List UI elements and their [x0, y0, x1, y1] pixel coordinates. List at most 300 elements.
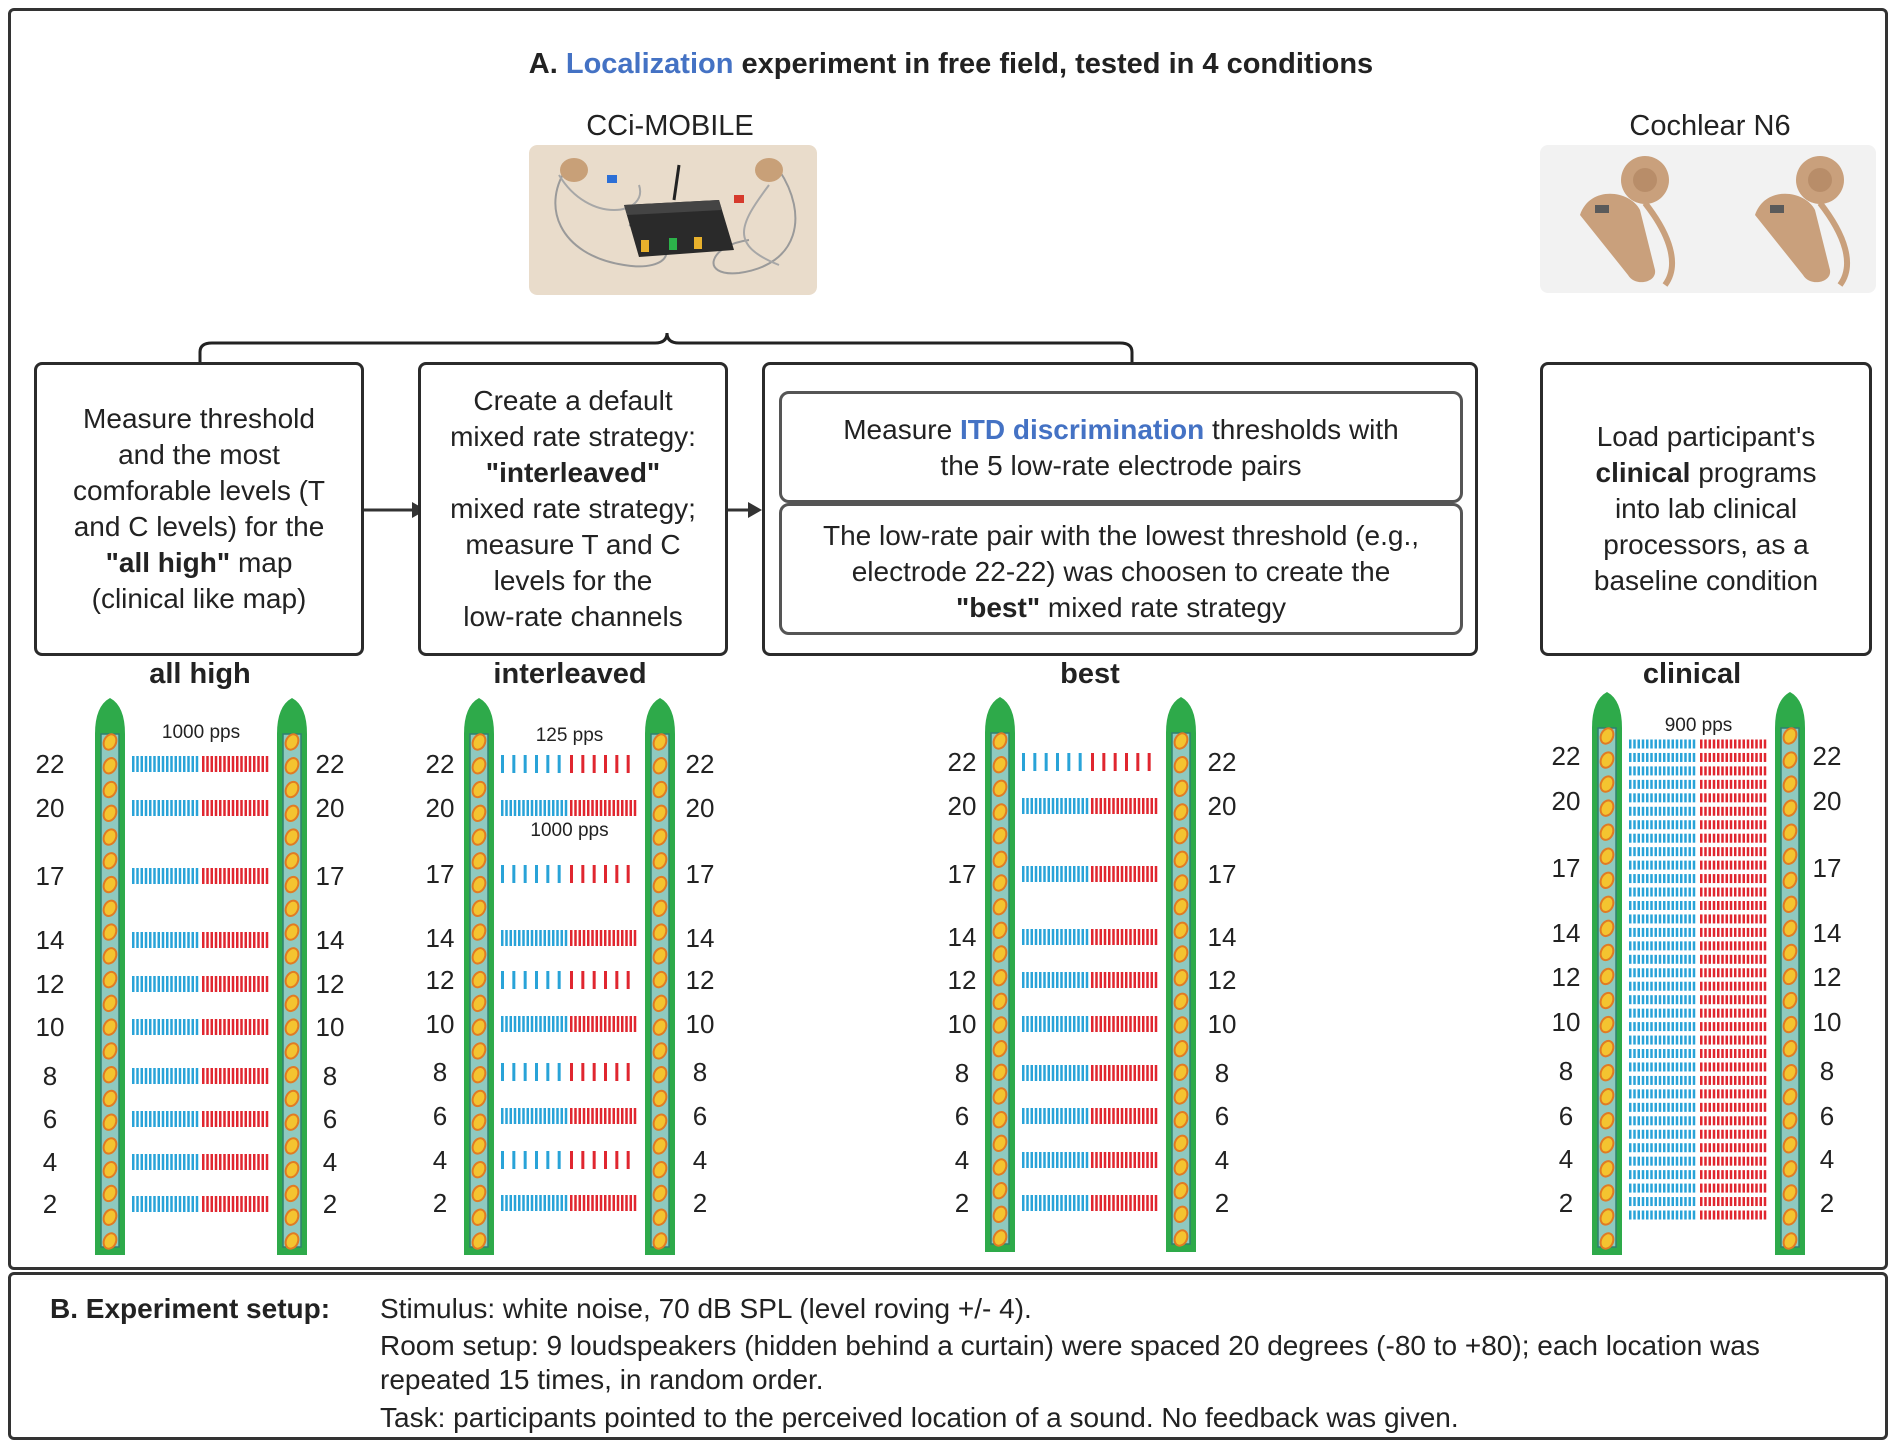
clinical-pulse-blue — [1676, 1211, 1679, 1220]
clinical-pulse-blue — [1676, 807, 1679, 816]
clinical-pulse-blue — [1638, 1036, 1641, 1045]
interleaved-pulse-red — [581, 865, 584, 883]
best-pulse-red — [1151, 929, 1154, 945]
clinical-pulse-red — [1738, 928, 1741, 937]
best-pulse-red — [1142, 929, 1145, 945]
clinical-electrode-label-left: 17 — [1551, 853, 1581, 883]
best-pulse-blue — [1039, 866, 1042, 882]
clinical-pulse-blue — [1633, 1009, 1636, 1018]
clinical-pulse-blue — [1633, 874, 1636, 883]
clinical-pulse-red — [1700, 874, 1703, 883]
best-pulse-blue — [1082, 972, 1085, 988]
all-high-pulse-blue — [162, 868, 165, 884]
clinical-pulse-blue — [1633, 888, 1636, 897]
clinical-pulse-blue — [1655, 766, 1658, 775]
clinical-pulse-blue — [1693, 968, 1696, 977]
interleaved-pulse-red — [627, 971, 630, 989]
best-pulse-blue — [1082, 1016, 1085, 1032]
clinical-pulse-blue — [1659, 1184, 1662, 1193]
clinical-pulse-red — [1726, 1089, 1729, 1098]
clinical-pulse-blue — [1672, 914, 1675, 923]
clinical-pulse-red — [1764, 1076, 1767, 1085]
clinical-pulse-red — [1751, 820, 1754, 829]
clinical-pulse-blue — [1663, 941, 1666, 950]
clinical-pulse-blue — [1629, 1009, 1632, 1018]
clinical-pulse-blue — [1659, 1157, 1662, 1166]
interleaved-pulse-red — [579, 930, 582, 946]
all-high-pulse-blue — [162, 932, 165, 948]
best-pulse-blue — [1077, 1195, 1080, 1211]
all-high-electrode-label-left: 14 — [35, 925, 65, 955]
clinical-pulse-blue — [1629, 874, 1632, 883]
interleaved-pulse-red — [570, 755, 573, 773]
all-high-pulse-red — [266, 932, 269, 948]
clinical-pulse-red — [1721, 1116, 1724, 1125]
clinical-pulse-blue — [1667, 766, 1670, 775]
clinical-electrode-label-right: 20 — [1812, 786, 1842, 816]
clinical-pulse-blue — [1680, 914, 1683, 923]
clinical-pulse-blue — [1642, 901, 1645, 910]
clinical-pulse-red — [1755, 901, 1758, 910]
clinical-pulse-red — [1717, 1103, 1720, 1112]
all-high-pulse-blue — [158, 976, 161, 992]
clinical-pulse-red — [1700, 995, 1703, 1004]
best-pulse-red — [1129, 1108, 1132, 1124]
best-pulse-red — [1151, 972, 1154, 988]
clinical-pulse-blue — [1629, 1076, 1632, 1085]
clinical-pulse-blue — [1629, 1022, 1632, 1031]
clinical-pulse-red — [1717, 834, 1720, 843]
best-pulse-red — [1095, 866, 1098, 882]
best-pulse-blue — [1060, 1065, 1063, 1081]
all-high-pulse-blue — [132, 800, 135, 816]
clinical-pulse-blue — [1689, 874, 1692, 883]
all-high-pulse-red — [211, 1019, 214, 1035]
all-high-pulse-red — [253, 1068, 256, 1084]
all-high-pulse-red — [236, 1019, 239, 1035]
clinical-pulse-blue — [1659, 1076, 1662, 1085]
clinical-pulse-red — [1747, 753, 1750, 762]
condition-label-best: best — [1060, 658, 1120, 690]
clinical-pulse-red — [1738, 780, 1741, 789]
clinical-pulse-red — [1717, 982, 1720, 991]
interleaved-pulse-blue — [556, 1016, 559, 1032]
interleaved-pulse-blue — [544, 930, 547, 946]
best-pulse-red — [1138, 798, 1141, 814]
all-high-pulse-red — [236, 1068, 239, 1084]
clinical-pulse-red — [1717, 740, 1720, 749]
interleaved-electrode-label-left: 8 — [432, 1057, 448, 1087]
clinical-pulse-red — [1755, 1089, 1758, 1098]
clinical-pulse-blue — [1693, 1184, 1696, 1193]
best-pulse-blue — [1035, 1152, 1038, 1168]
interleaved-pulse-red — [608, 800, 611, 816]
interleaved-pulse-blue — [565, 930, 568, 946]
best-pulse-blue — [1039, 972, 1042, 988]
all-high-pulse-red — [266, 1196, 269, 1212]
best-pulse-red — [1129, 866, 1132, 882]
clinical-pulse-red — [1734, 807, 1737, 816]
clinical-pulse-blue — [1689, 1170, 1692, 1179]
all-high-pulse-blue — [183, 1154, 186, 1170]
clinical-pulse-blue — [1642, 1022, 1645, 1031]
clinical-pulse-red — [1713, 955, 1716, 964]
interleaved-pulse-blue — [546, 1063, 549, 1081]
all-high-electrode-label-left: 17 — [35, 861, 65, 891]
interleaved-pulse-red — [634, 930, 637, 946]
clinical-pulse-red — [1721, 1103, 1724, 1112]
all-high-pulse-red — [262, 800, 265, 816]
clinical-pulse-red — [1751, 1036, 1754, 1045]
clinical-pulse-blue — [1655, 753, 1658, 762]
clinical-pulse-blue — [1655, 995, 1658, 1004]
best-electrode-label-left: 10 — [947, 1009, 977, 1039]
clinical-pulse-red — [1704, 834, 1707, 843]
best-pulse-red — [1095, 972, 1098, 988]
clinical-pulse-red — [1743, 1103, 1746, 1112]
clinical-pulse-red — [1738, 1049, 1741, 1058]
clinical-pulse-red — [1755, 861, 1758, 870]
clinical-pulse-red — [1734, 1062, 1737, 1071]
all-high-pulse-red — [228, 1111, 231, 1127]
clinical-pulse-red — [1713, 968, 1716, 977]
best-pulse-blue — [1052, 1016, 1055, 1032]
clinical-pulse-blue — [1655, 901, 1658, 910]
all-high-pulse-blue — [158, 756, 161, 772]
clinical-pulse-blue — [1676, 1009, 1679, 1018]
best-electrode-label-left: 20 — [947, 791, 977, 821]
clinical-pulse-blue — [1638, 1022, 1641, 1031]
clinical-pulse-blue — [1629, 766, 1632, 775]
clinical-pulse-red — [1721, 1211, 1724, 1220]
best-electrode-label-left: 2 — [954, 1188, 970, 1218]
all-high-pulse-blue — [162, 1196, 165, 1212]
clinical-pulse-red — [1721, 1036, 1724, 1045]
best-pulse-blue — [1052, 1195, 1055, 1211]
clinical-pulse-blue — [1672, 1022, 1675, 1031]
all-high-pulse-red — [223, 756, 226, 772]
clinical-pulse-red — [1726, 1022, 1729, 1031]
clinical-pulse-blue — [1684, 888, 1687, 897]
clinical-pulse-red — [1730, 1170, 1733, 1179]
clinical-pulse-red — [1755, 766, 1758, 775]
clinical-pulse-blue — [1672, 888, 1675, 897]
clinical-pulse-blue — [1684, 1049, 1687, 1058]
clinical-pulse-red — [1743, 874, 1746, 883]
all-high-pulse-red — [219, 1111, 222, 1127]
clinical-pulse-blue — [1676, 1022, 1679, 1031]
clinical-pulse-red — [1738, 847, 1741, 856]
clinical-pulse-red — [1709, 874, 1712, 883]
clinical-pulse-red — [1755, 820, 1758, 829]
clinical-pulse-red — [1721, 995, 1724, 1004]
clinical-pulse-red — [1730, 820, 1733, 829]
clinical-pulse-red — [1751, 1089, 1754, 1098]
clinical-pulse-blue — [1684, 901, 1687, 910]
clinical-pulse-red — [1709, 793, 1712, 802]
clinical-pulse-blue — [1689, 793, 1692, 802]
interleaved-pulse-blue — [501, 971, 504, 989]
clinical-pulse-red — [1743, 901, 1746, 910]
clinical-pulse-red — [1709, 1211, 1712, 1220]
all-high-pulse-blue — [196, 976, 199, 992]
clinical-pulse-blue — [1663, 740, 1666, 749]
clinical-pulse-red — [1747, 888, 1750, 897]
interleaved-pulse-blue — [565, 1108, 568, 1124]
best-pulse-blue — [1065, 972, 1068, 988]
clinical-pulse-blue — [1655, 1009, 1658, 1018]
clinical-pulse-blue — [1672, 1076, 1675, 1085]
clinical-pulse-blue — [1684, 1170, 1687, 1179]
all-high-pulse-red — [211, 932, 214, 948]
clinical-pulse-red — [1760, 1022, 1763, 1031]
all-high-pulse-blue — [132, 932, 135, 948]
interleaved-pulse-red — [600, 1195, 603, 1211]
all-high-pulse-red — [236, 800, 239, 816]
clinical-pulse-red — [1721, 1062, 1724, 1071]
interleaved-pulse-blue — [552, 930, 555, 946]
best-pulse-blue — [1043, 1065, 1046, 1081]
clinical-pulse-red — [1751, 914, 1754, 923]
interleaved-pulse-blue — [544, 800, 547, 816]
clinical-pulse-red — [1700, 1211, 1703, 1220]
clinical-pulse-blue — [1642, 1170, 1645, 1179]
clinical-pulse-blue — [1672, 1049, 1675, 1058]
all-high-pulse-blue — [192, 1154, 195, 1170]
best-pulse-blue — [1086, 929, 1089, 945]
clinical-pulse-red — [1717, 766, 1720, 775]
best-pulse-blue — [1035, 1195, 1038, 1211]
clinical-pulse-red — [1713, 766, 1716, 775]
all-high-electrode-label-left: 20 — [35, 793, 65, 823]
clinical-pulse-red — [1730, 847, 1733, 856]
clinical-pulse-blue — [1680, 1076, 1683, 1085]
clinical-pulse-red — [1764, 1036, 1767, 1045]
best-pulse-blue — [1077, 1065, 1080, 1081]
clinical-electrode-label-left: 10 — [1551, 1007, 1581, 1037]
all-high-pulse-blue — [158, 1019, 161, 1035]
step4-line4: processors, as a — [1603, 529, 1809, 560]
clinical-pulse-blue — [1672, 1143, 1675, 1152]
clinical-pulse-red — [1730, 914, 1733, 923]
all-high-pulse-blue — [132, 1111, 135, 1127]
clinical-pulse-blue — [1680, 1103, 1683, 1112]
interleaved-pulse-blue — [539, 930, 542, 946]
clinical-pulse-blue — [1629, 847, 1632, 856]
all-high-pulse-red — [253, 756, 256, 772]
clinical-pulse-blue — [1642, 1062, 1645, 1071]
clinical-pulse-blue — [1646, 847, 1649, 856]
clinical-pulse-blue — [1693, 901, 1696, 910]
clinical-pulse-blue — [1680, 1089, 1683, 1098]
interleaved-pulse-blue — [501, 1195, 504, 1211]
clinical-pulse-blue — [1672, 982, 1675, 991]
interleaved-pulse-blue — [527, 930, 530, 946]
all-high-pulse-red — [202, 1019, 205, 1035]
clinical-pulse-blue — [1676, 1036, 1679, 1045]
best-pulse-blue — [1067, 753, 1070, 771]
clinical-pulse-blue — [1676, 793, 1679, 802]
interleaved-pulse-blue — [539, 1016, 542, 1032]
all-high-pulse-red — [253, 1196, 256, 1212]
clinical-pulse-blue — [1693, 1130, 1696, 1139]
clinical-pulse-blue — [1689, 834, 1692, 843]
clinical-pulse-blue — [1629, 1197, 1632, 1206]
clinical-pulse-red — [1760, 780, 1763, 789]
step4-line3: into lab clinical — [1614, 493, 1798, 524]
clinical-pulse-red — [1717, 753, 1720, 762]
clinical-pulse-blue — [1650, 901, 1653, 910]
all-high-pulse-blue — [158, 800, 161, 816]
all-high-pulse-blue — [141, 1068, 144, 1084]
clinical-pulse-red — [1755, 874, 1758, 883]
all-high-pulse-blue — [196, 1019, 199, 1035]
clinical-pulse-red — [1709, 780, 1712, 789]
clinical-pulse-red — [1713, 1116, 1716, 1125]
clinical-pulse-red — [1760, 766, 1763, 775]
clinical-pulse-blue — [1638, 1049, 1641, 1058]
clinical-pulse-red — [1755, 1184, 1758, 1193]
interleaved-pulse-red — [634, 1016, 637, 1032]
interleaved-pulse-blue — [535, 1016, 538, 1032]
clinical-pulse-red — [1713, 888, 1716, 897]
clinical-pulse-blue — [1684, 1076, 1687, 1085]
clinical-pulse-red — [1747, 1184, 1750, 1193]
clinical-pulse-red — [1717, 1022, 1720, 1031]
best-pulse-blue — [1065, 866, 1068, 882]
clinical-pulse-blue — [1659, 1036, 1662, 1045]
best-electrode-label-left: 4 — [954, 1145, 970, 1175]
interleaved-pulse-blue — [522, 1195, 525, 1211]
best-pulse-blue — [1045, 753, 1048, 771]
all-high-pulse-red — [206, 1019, 209, 1035]
clinical-pulse-blue — [1684, 807, 1687, 816]
best-pulse-red — [1125, 1195, 1128, 1211]
clinical-pulse-blue — [1642, 1036, 1645, 1045]
clinical-pulse-blue — [1659, 1089, 1662, 1098]
clinical-pulse-red — [1726, 901, 1729, 910]
clinical-pulse-red — [1755, 1197, 1758, 1206]
all-high-pulse-red — [206, 1196, 209, 1212]
clinical-pulse-red — [1743, 1116, 1746, 1125]
clinical-electrode-label-left: 14 — [1551, 918, 1581, 948]
interleaved-rate-label-low: 125 pps — [535, 725, 604, 746]
clinical-pulse-blue — [1638, 982, 1641, 991]
clinical-pulse-red — [1726, 928, 1729, 937]
all-high-pulse-red — [266, 976, 269, 992]
all-high-electrode-label-right: 2 — [322, 1189, 338, 1219]
all-high-pulse-blue — [179, 932, 182, 948]
clinical-pulse-red — [1709, 955, 1712, 964]
clinical-pulse-blue — [1684, 753, 1687, 762]
all-high-pulse-blue — [141, 1019, 144, 1035]
best-pulse-red — [1142, 1195, 1145, 1211]
clinical-pulse-red — [1747, 847, 1750, 856]
clinical-pulse-blue — [1638, 1076, 1641, 1085]
clinical-pulse-blue — [1676, 1184, 1679, 1193]
clinical-pulse-blue — [1676, 901, 1679, 910]
clinical-pulse-blue — [1650, 834, 1653, 843]
clinical-pulse-blue — [1663, 1130, 1666, 1139]
clinical-pulse-blue — [1680, 928, 1683, 937]
clinical-pulse-blue — [1667, 1009, 1670, 1018]
clinical-pulse-red — [1734, 941, 1737, 950]
clinical-pulse-blue — [1633, 766, 1636, 775]
interleaved-pulse-red — [634, 1108, 637, 1124]
all-high-pulse-red — [232, 1196, 235, 1212]
clinical-pulse-blue — [1663, 1170, 1666, 1179]
best-pulse-red — [1108, 972, 1111, 988]
clinical-pulse-red — [1760, 982, 1763, 991]
interleaved-pulse-blue — [535, 1151, 538, 1169]
clinical-pulse-blue — [1676, 847, 1679, 856]
interleaved-electrode-label-right: 8 — [692, 1057, 708, 1087]
clinical-pulse-blue — [1650, 1157, 1653, 1166]
interleaved-pulse-blue — [522, 930, 525, 946]
interleaved-pulse-red — [574, 1108, 577, 1124]
all-high-pulse-red — [228, 1154, 231, 1170]
interleaved-pulse-red — [591, 1108, 594, 1124]
clinical-pulse-blue — [1684, 820, 1687, 829]
best-pulse-blue — [1026, 1016, 1029, 1032]
interleaved-pulse-blue — [531, 1016, 534, 1032]
all-high-pulse-red — [262, 868, 265, 884]
clinical-pulse-blue — [1638, 1157, 1641, 1166]
all-high-pulse-red — [211, 1111, 214, 1127]
interleaved-pulse-red — [570, 1108, 573, 1124]
clinical-pulse-blue — [1646, 807, 1649, 816]
clinical-pulse-red — [1764, 1130, 1767, 1139]
best-electrode-label-left: 17 — [947, 859, 977, 889]
step1-line3: comforable levels (T — [72, 475, 326, 506]
all-high-pulse-red — [245, 1196, 248, 1212]
interleaved-pulse-blue — [544, 1195, 547, 1211]
clinical-pulse-red — [1721, 820, 1724, 829]
interleaved-pulse-red — [587, 800, 590, 816]
interleaved-pulse-red — [596, 1195, 599, 1211]
clinical-pulse-red — [1726, 982, 1729, 991]
clinical-pulse-blue — [1693, 1022, 1696, 1031]
interleaved-pulse-blue — [510, 1195, 513, 1211]
clinical-pulse-red — [1738, 766, 1741, 775]
clinical-pulse-red — [1700, 901, 1703, 910]
all-high-pulse-blue — [183, 868, 186, 884]
best-pulse-red — [1104, 866, 1107, 882]
clinical-pulse-blue — [1655, 861, 1658, 870]
all-high-pulse-red — [228, 1019, 231, 1035]
all-high-pulse-blue — [166, 1068, 169, 1084]
best-pulse-blue — [1056, 798, 1059, 814]
interleaved-pulse-blue — [501, 800, 504, 816]
clinical-pulse-blue — [1646, 1116, 1649, 1125]
clinical-pulse-red — [1764, 941, 1767, 950]
all-high-pulse-blue — [192, 756, 195, 772]
clinical-pulse-blue — [1633, 995, 1636, 1004]
all-high-pulse-red — [202, 800, 205, 816]
all-high-pulse-blue — [183, 932, 186, 948]
clinical-pulse-blue — [1667, 807, 1670, 816]
clinical-pulse-red — [1743, 1184, 1746, 1193]
cci-mobile-label: CCi-MOBILE — [586, 110, 754, 142]
clinical-pulse-blue — [1684, 1062, 1687, 1071]
clinical-pulse-red — [1751, 1062, 1754, 1071]
clinical-pulse-blue — [1663, 1049, 1666, 1058]
interleaved-pulse-blue — [535, 930, 538, 946]
interleaved-pulse-red — [596, 930, 599, 946]
all-high-pulse-blue — [196, 932, 199, 948]
clinical-pulse-blue — [1650, 1184, 1653, 1193]
clinical-pulse-red — [1700, 1076, 1703, 1085]
